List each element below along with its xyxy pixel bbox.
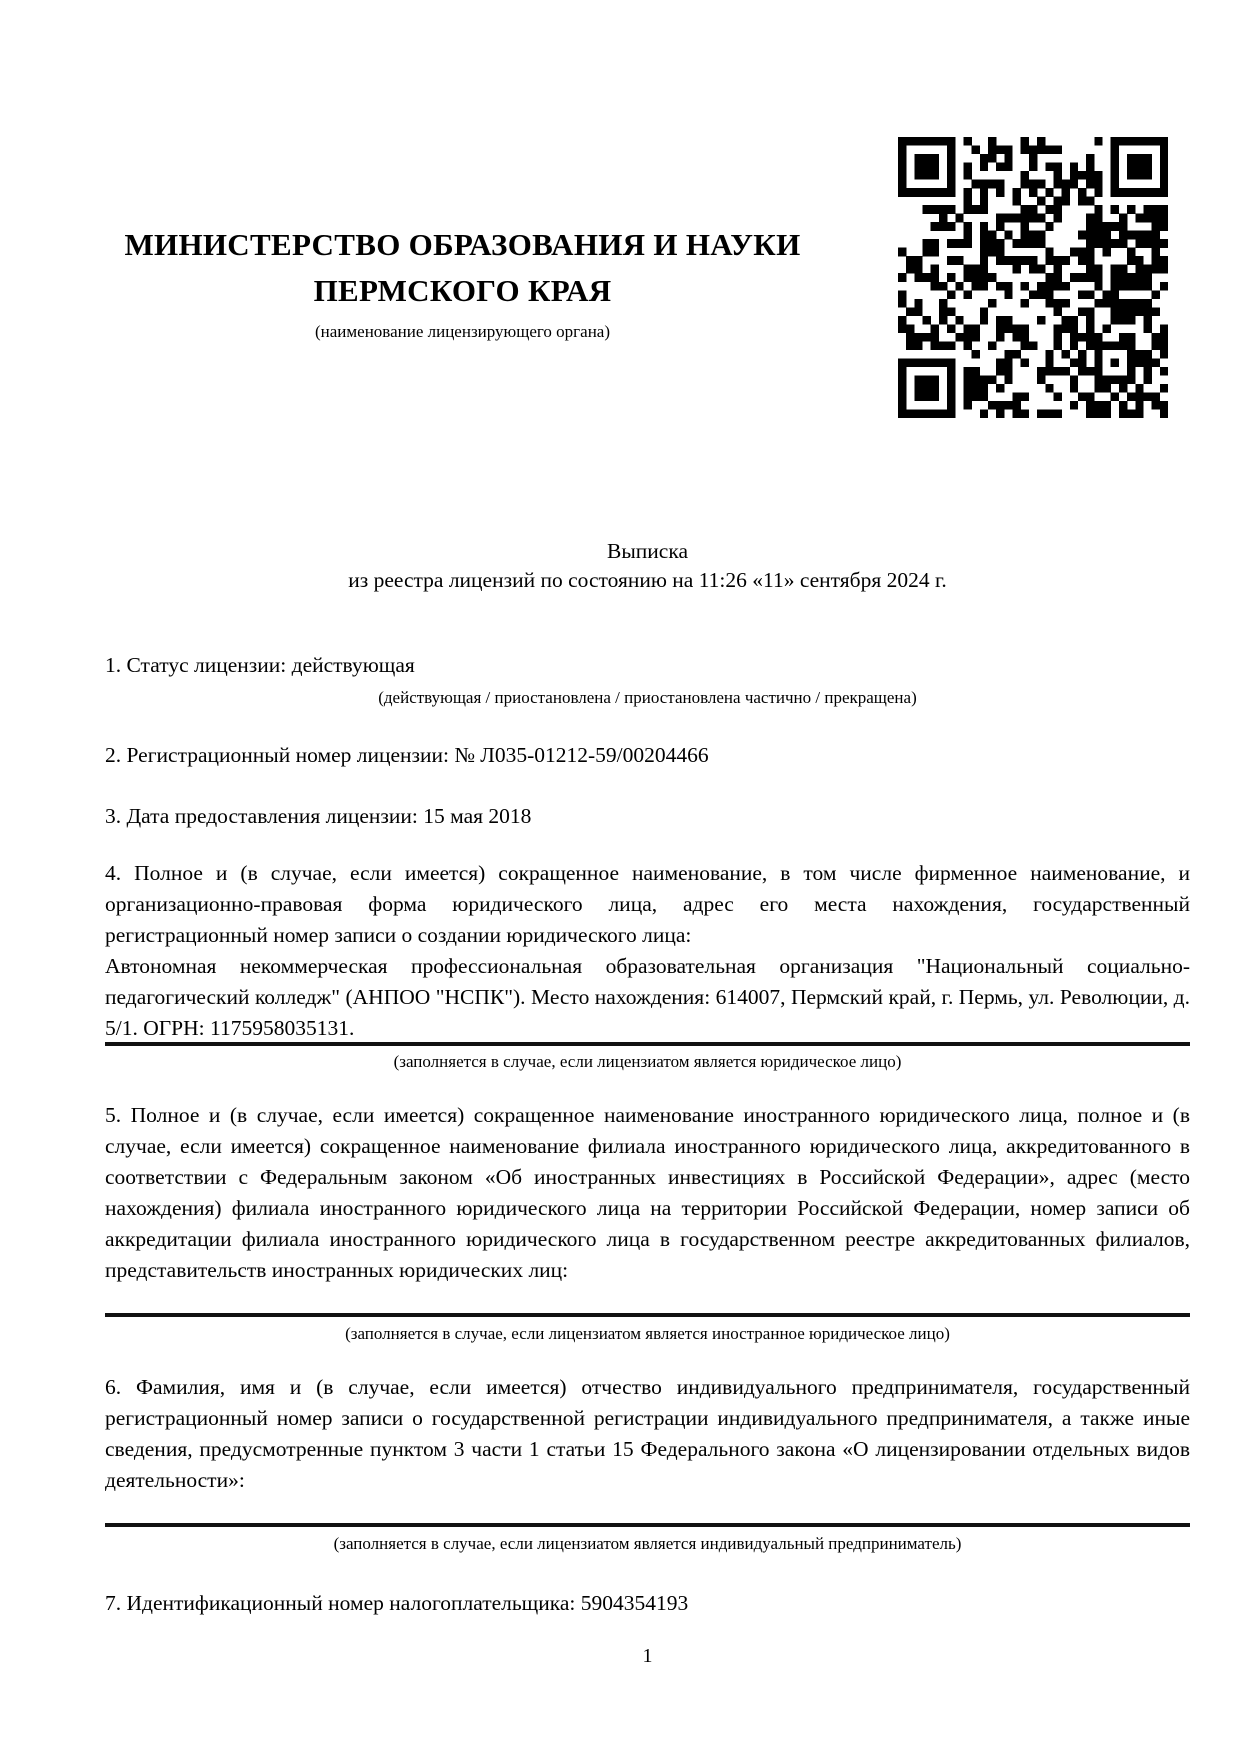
- blank-line: [105, 1313, 1190, 1317]
- ministry-name-line2: ПЕРМСКОГО КРАЯ: [313, 273, 612, 308]
- legal-entity-note: (заполняется в случае, если лицензиатом является юридическое лицо): [393, 1052, 902, 1071]
- title-line1: Выписка: [606, 539, 688, 563]
- ministry-header: [105, 222, 820, 342]
- filled-blank-line: [105, 1042, 1190, 1046]
- qr-code-image: [898, 137, 1168, 418]
- document-title: [105, 537, 1190, 595]
- field-grant-date: 3. Дата предоставления лицензии: 15 мая 2018: [105, 804, 532, 828]
- blank-line: [105, 1523, 1190, 1527]
- foreign-entity-note: (заполняется в случае, если лицензиатом является иностранное юридическое лицо): [345, 1324, 950, 1343]
- field-entrepreneur: 6. Фамилия, имя и (в случае, если имеется) отчество индивидуального предпринимателя, государственный регистрационный номер записи о государственной регистрации индивидуального предпринимателя, а также иные сведения, предусмотренные пунктом 3 части 1 статьи 15 Федерального закона «О лицензировании отдельных видов деятельности»:: [105, 1375, 1190, 1492]
- ministry-name-line1: МИНИСТЕРСТВО ОБРАЗОВАНИЯ И НАУКИ: [124, 227, 801, 262]
- field-inn: 7. Идентификационный номер налогоплательщика: 5904354193: [105, 1591, 689, 1615]
- field-license-status: 1. Статус лицензии: действующая: [105, 653, 415, 677]
- field-legal-entity: [105, 858, 1190, 1044]
- legal-entity-value: Автономная некоммерческая профессиональная образовательная организация "Национальный социально-педагогический колледж" (АНПОО "НСПК"). Место нахождения: 614007, Пермский край, г. Пермь, ул. Революции, д. 5/1. ОГРН: 1175958035131.: [105, 954, 1190, 1040]
- field-license-status-note: (действующая / приостановлена / приостановлена частично / прекращена): [378, 688, 917, 707]
- legal-entity-label: 4. Полное и (в случае, если имеется) сокращенное наименование, в том числе фирменное наименование, и организационно-правовая форма юридического лица, адрес его места нахождения, государственный регистрационный номер записи о создании юридического лица:: [105, 861, 1190, 947]
- title-line2: из реестра лицензий по состоянию на 11:26 «11» сентября 2024 г.: [348, 568, 947, 592]
- field-foreign-entity: 5. Полное и (в случае, если имеется) сокращенное наименование иностранного юридического лица, полное и (в случае, если имеется) сокращенное наименование филиала иностранного юридического лица, аккредитованного в соответствии с Федеральным законом «Об иностранных инвестициях в Российской Федерации», адрес (место нахождения) филиала иностранного юридического лица на территории Российской Федерации, номер записи об аккредитации филиала иностранного юридического лица в государственном реестре аккредитованных филиалов, представительств иностранных юридических лиц:: [105, 1103, 1190, 1282]
- page-number: 1: [642, 1645, 653, 1667]
- field-registration-number: 2. Регистрационный номер лицензии: № Л035-01212-59/00204466: [105, 743, 709, 767]
- ministry-note: (наименование лицензирующего органа): [314, 322, 610, 341]
- entrepreneur-note: (заполняется в случае, если лицензиатом является индивидуальный предприниматель): [333, 1534, 962, 1553]
